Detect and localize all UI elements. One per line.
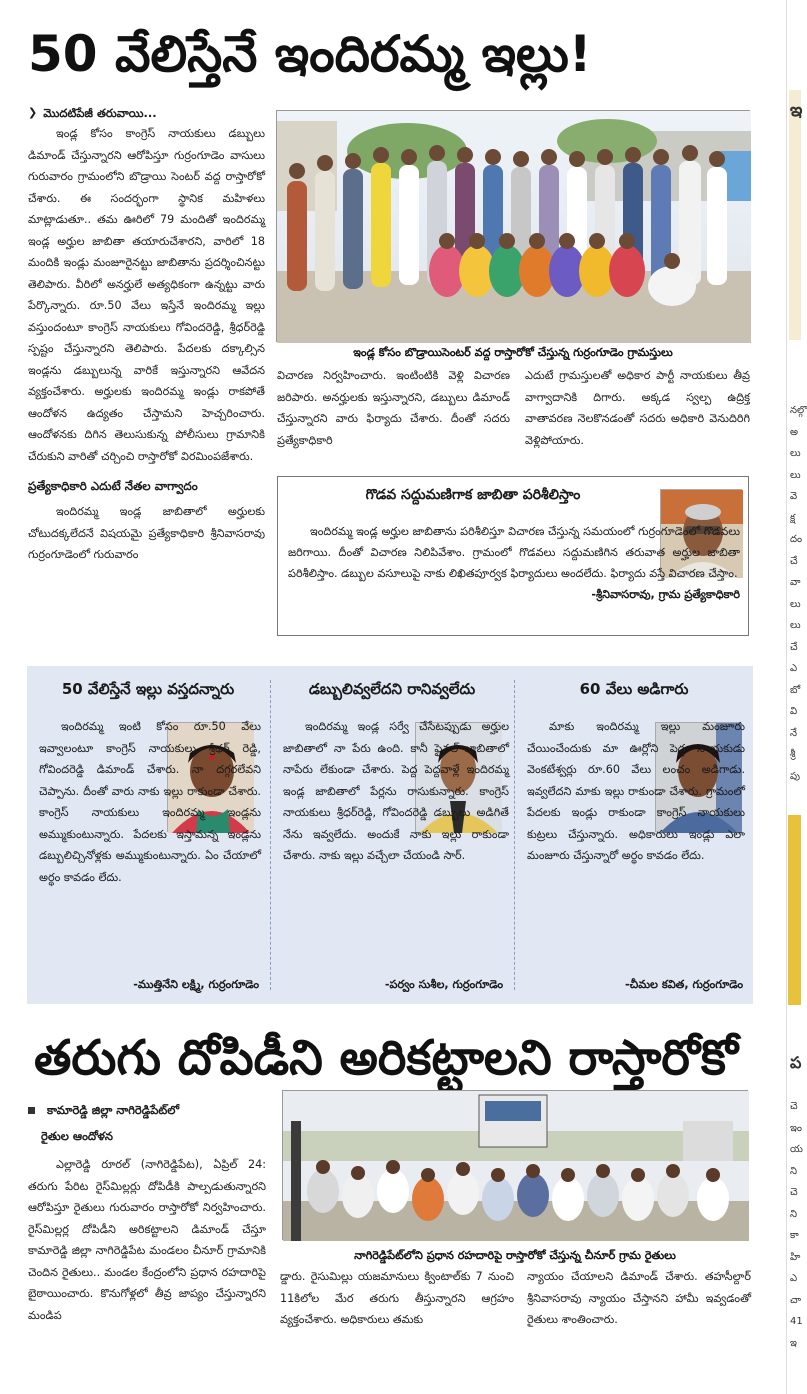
- story1-column-3: ఎదుటే గ్రామస్తులతో అధికార పార్టీ నాయకులు తీవ్ర వాగ్వాదానికి దిగారు. అక్కడ స్వల్ప ఉద్రిక్త వాతావరణ నెలకొనడంతో సదరు అధికారి వెనుదిరిగి వెళ్లిపోయారు.: [525, 369, 750, 447]
- adjacent-page-text-line: ఎ: [790, 663, 798, 674]
- story2-photo: [282, 1090, 748, 1240]
- adjacent-page-text-line: లు: [790, 448, 801, 459]
- story2-kicker: కామారెడ్డి జిల్లా నాగిరెడ్డిపేట్‌లో: [28, 1098, 266, 1122]
- adjacent-page-text-line: లు: [790, 598, 801, 610]
- story2-column-1: [28, 1098, 266, 1326]
- adjacent-page-text-line: లు: [790, 620, 801, 631]
- adjacent-page-text-line: క్ష: [790, 512, 796, 524]
- quote-body: ఇందిరమ్మ ఇండ్ల అర్హుల జాబితాను పరిశీలిస్తూ విచారణ చేస్తున్న సమయంలో గుర్రంగూడెంలో గొడవలు జరిగాయి. దీంతో విచారణ నిలిపివేశాం. గ్రామంలో గొడవలు సద్దుమణిగిన తరువాత అర్హుల జాబితా పరిశీలిస్తాం. డబ్బుల వసూలుపై నాకు లిఖితపూర్వక ఫిర్యాదులు అందలేదు. ఫిర్యాదు వస్తే విచారణ చేస్తాం. -శ్రీనివాసరావు, గ్రామ ప్రత్యేకాధికారి: [288, 521, 740, 605]
- story2-photo-caption: నాగిరెడ్డిపేట్‌లోని ప్రధాన రహదారిపై రాస్తారోకో చేస్తున్న చీనూర్ గ్రామ రైతులు: [354, 1249, 676, 1262]
- adjacent-page-text-line: ఎ: [790, 1273, 798, 1284]
- story1-photo-caption: ఇండ్ల కోసం బొడ్రాయిసెంటర్ వద్ద రాస్తారోకో చేస్తున్న గుర్రంగూడెం గ్రామస్తులు: [353, 346, 673, 359]
- testimony-3-attribution: -చీమల కవిత, గుర్రంగూడెం: [625, 978, 743, 991]
- adjacent-page-text-line: లు: [790, 469, 801, 481]
- adjacent-page-text-line: అ: [790, 426, 798, 438]
- adjacent-page-text-line: చే: [790, 641, 798, 653]
- adjacent-page-text-line: వె: [790, 491, 798, 502]
- adjacent-page-text-line: శ్రీ: [790, 749, 796, 760]
- chevron-right-icon: ❯: [28, 106, 38, 119]
- adjacent-page-highlight: [789, 90, 801, 340]
- story1-column-1: [28, 103, 265, 566]
- testimony-1-text: ఇందిరమ్మ ఇంటి కోసం రూ.50 వేలు ఇవ్వాలంటూ కాంగ్రెస్ నాయకులు శ్రీధర్ రెడ్డి, గోవిందరెడ్డి డిమాండ్ చేశారు. నా దగ్గరలేవని చెప్పాను. దీంతో వారు నాకు ఇల్లు రాకుండా చేశారు. కాంగ్రెస్ నాయకులు ఇందిరమ్మ ఇండ్లను అమ్ముకుంటున్నారు. పేదలకు ఇస్తామన్న ఇండ్లను డబ్బులిచ్చినోళ్లకు అమ్ముకుంటున్నారు. ఏం చేయాలో అర్థం కావడం లేదు.: [39, 720, 261, 884]
- story2-column-2: డ్డారు. రైసుమిల్లు యజమానులు క్వింటాల్‌కు 7 నుంచి 11కిలోల మేర తరుగు తీస్తున్నారని ఆగ్రహం వ్యక్తంచేశారు. అధికారులు తమకు: [280, 1270, 514, 1326]
- headline-second: తరుగు దోపిడీని అరికట్టాలని రాస్తారోకో: [34, 1030, 738, 1086]
- adjacent-page-text-line: య: [790, 1144, 803, 1155]
- official-quote-box: [277, 476, 749, 636]
- story2-column-3: న్యాయం చేయాలని డిమాండ్ చేశారు. తహసీల్దార్ శ్రీనివాసరావు న్యాయం చేస్తానని హామీ ఇవ్వడంతో రైతులు శాంతించారు.: [527, 1270, 751, 1326]
- adjacent-page-text-line: చె: [790, 1101, 798, 1112]
- adjacent-page-text-line: దం: [790, 534, 803, 545]
- story1-column-2: విచారణ నిర్వహించారు. ఇంటింటికి వెళ్లి విచారణ జరిపారు. అనర్హులకు ఇస్తున్నారని, డబ్బులు డిమాండ్ చేస్తున్నారని వారు ఫిర్యాదు చేశారు. దీంతో సదరు ప్రత్యేకాధికారి: [277, 369, 510, 447]
- story2-paragraph-1: ఎల్లారెడ్డి రూరల్ (నాగిరెడ్డిపేట), ఏప్రిల్ 24: తరుగు పేరిట రైస్‌మిల్లర్లు దోపిడీకి పాల్పడుతున్నారని ఆరోపిస్తూ రైతులు గురువారం రాస్తారోకో నిర్వహించారు. రైస్‌మిల్లర్ల దోపిడీని అరికట్టాలని డిమాండ్ చేస్తూ కామారెడ్డి జిల్లా నాగిరెడ్డిపేట మండలం చీనూర్ గ్రామానికి చెందిన రైతులు.. మండల కేంద్రంలోని ప్రధాన రహదారిపై బైఠాయించారు. కొనుగోళ్లలో తీవ్ర జాప్యం చేస్తున్నారని మండిప: [28, 1158, 266, 1322]
- testimony-2-text: ఇందిరమ్మ ఇండ్ల సర్వే చేసేటప్పుడు అర్హుల జాబితాలో నా పేరు ఉంది. కానీ ఫైనల్ జాబితాలో నాపేరు లేకుండా చేశారు. పెద్ద పెద్దవాళ్లే ఇందిరమ్మ ఇండ్ల జాబితాలో పేర్లను రాసుకున్నారు. కాంగ్రెస్ నాయకులు శ్రీధర్‌రెడ్డి, గోవిందరెడ్డి డబ్బులు అడిగితే నేను ఇవ్వలేదు. అందుకే నాకు ఇల్లు రాకుండా చేశారు. నాకు ఇల్లు వచ్చేలా చేయండి సార్.: [283, 720, 509, 862]
- story1-photo: [276, 110, 750, 342]
- adjacent-page-text-line: కా: [790, 1230, 799, 1241]
- testimony-2: [271, 666, 513, 1004]
- quote-attribution: -శ్రీనివాసరావు, గ్రామ ప్రత్యేకాధికారి: [591, 588, 740, 601]
- adjacent-page-text-line: నల్గొ: [790, 405, 807, 416]
- testimony-panel: [27, 666, 753, 1004]
- story1-kicker: ❯ మొదటిపేజీ తరువాయి...: [28, 103, 265, 123]
- story1-paragraph-1: ఇండ్ల కోసం కాంగ్రెస్ నాయకులు డబ్బులు డిమాండ్ చేస్తున్నారని ఆరోపిస్తూ గుర్రంగూడెం వాసులు గురువారం గ్రామంలోని బొడ్రాయి సెంటర్ వద్ద రాస్తారోకో చేశారు. ఈ సందర్భంగా స్థానిక మహిళలు మాట్లాడుతూ.. తమ ఊరిలో 79 మందితో ఇందిరమ్మ ఇండ్ల అర్హుల జాబితా తయారుచేశారని, వారిలో 18 మందికి ఇండ్లు మంజూరైనట్టు జాబితాను ప్రదర్శించినట్టు తెలిపారు. వీరిలో అనర్హులే అత్యధికంగా ఉన్నట్టు వారు పేర్కొన్నారు. రూ.50 వేలు ఇస్తేనే ఇందిరమ్మ ఇల్లు వస్తుందంటూ కాంగ్రెస్ నాయకులు గోవిందరెడ్డి, శ్రీధర్‌రెడ్డి స్పష్టం చేస్తున్నారని తెలిపారు. పేదలకు దక్కాల్సిన ఇండ్లను డబ్బులున్న వారికే ఇస్తున్నారని ఆవేదన వ్యక్తంచేశారు. అర్హులకు ఇందిరమ్మ ఇండ్లు రాకపోతే ఆందోళన ఉద్యతం చేస్తామని హెచ్చరించారు. ఆందోళనకు దిగిన తెలుసుకున్న పోలీసులు గ్రామానికి చేరుకుని వారితో చర్చించి రాస్తారోకో విరమింపజేశారు.: [28, 127, 265, 463]
- adjacent-page-text-line: హి: [790, 1251, 801, 1263]
- adjacent-page-text-line: ఇం: [790, 1122, 802, 1134]
- adjacent-page-char: ప: [790, 1053, 802, 1072]
- testimony-1-title: 50 వేలిస్తేనే ఇల్లు వస్తదన్నారు: [61, 680, 235, 698]
- adjacent-page-text-line: ని: [790, 1208, 798, 1220]
- adjacent-page-edge: [786, 0, 807, 1394]
- adjacent-page-text-line: ఇ: [790, 1337, 797, 1349]
- testimony-3-title: 60 వేలు అడిగారు: [579, 680, 689, 698]
- story1-paragraph-2: ఇందిరమ్మ ఇండ్ల జాబితాలో అర్హులకు చోటుదక్కలేదనే విషయమై ప్రత్యేకాధికారి శ్రీనివాసరావు గుర్రంగూడెంలో గురువారం: [28, 505, 265, 561]
- adjacent-page-text-line: చె: [790, 1187, 798, 1198]
- adjacent-page-text-line: చే: [790, 555, 798, 567]
- testimony-1: [27, 666, 269, 1004]
- adjacent-page-photo: [788, 815, 801, 1005]
- headline-main: 50 వేలిస్తేనే ఇందిరమ్మ ఇల్లు!: [28, 25, 592, 83]
- quote-title: గొడవ సద్దుమణిగాక జాబితా పరిశీలిస్తాం: [365, 487, 581, 503]
- testimony-1-attribution: -ముత్తినేని లక్ష్మి, గుర్రంగూడెం: [133, 978, 259, 991]
- testimony-3: [515, 666, 753, 1004]
- adjacent-page-text-line: బో: [790, 684, 801, 696]
- adjacent-page-text-line: నే: [790, 727, 798, 739]
- adjacent-page-text-line: వి: [790, 706, 798, 717]
- story2-kicker-line-2: రైతుల ఆందోళన: [41, 1129, 113, 1143]
- adjacent-page-char: ఇ: [790, 100, 803, 121]
- testimony-3-text: మాకు ఇందిరమ్మ ఇల్లు మంజూరు చేయించేందుకు మా ఊర్లోని పెద్ద నాయకుడు వెంకటేశ్వర్లు రూ.60 వేలు లంచం అడిగాడు. ఇవ్వలేదని మాకు ఇల్లు రాకుండా చేశారు. గ్రామంలో పేదలకు ఇండ్లు రాకుండా కాంగ్రెస్ నాయకులు కుట్రలు చేస్తున్నారు. అధికారులు ఇండ్లు ఎలా మంజూరు చేస్తున్నారో అర్థం కావడం లేదు.: [527, 720, 745, 862]
- testimony-2-title: డబ్బులివ్వలేదని రానివ్వలేదు: [308, 680, 476, 698]
- adjacent-page-text-line: వా: [790, 577, 801, 588]
- adjacent-page-text-line: చా: [790, 1294, 802, 1306]
- adjacent-page-text-line: 41: [790, 1316, 803, 1327]
- square-bullet-icon: [28, 1107, 35, 1114]
- adjacent-page-text-line: ని: [790, 1165, 798, 1177]
- testimony-2-attribution: -పర్వం సుశీల, గుర్రంగూడెం: [384, 978, 503, 991]
- adjacent-page-text-line: పు: [790, 770, 800, 782]
- story1-subhead: ప్రత్యేకాధికారి ఎదుటే నేతల వాగ్వాదం: [28, 479, 198, 493]
